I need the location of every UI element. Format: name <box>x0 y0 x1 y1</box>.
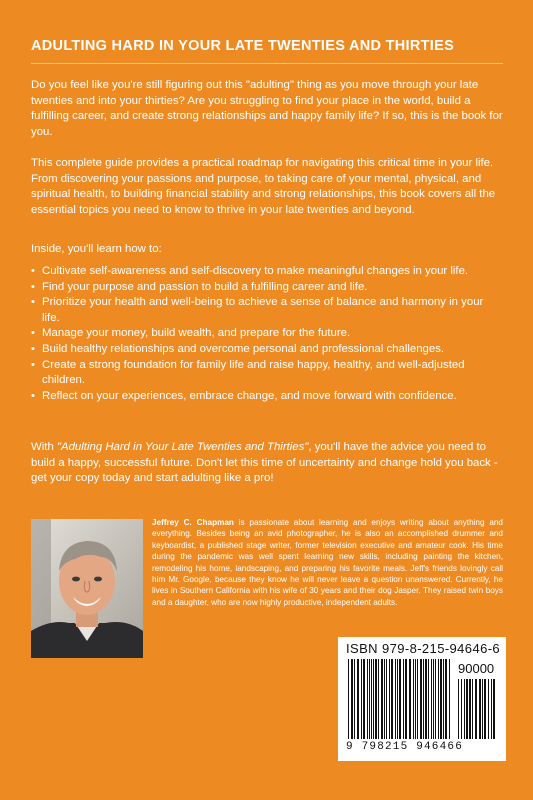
title-divider <box>31 63 503 64</box>
addon-bar <box>461 679 462 739</box>
barcode-bar <box>389 659 390 739</box>
barcode-bar <box>357 659 359 739</box>
barcode-bar <box>423 659 424 739</box>
addon-bar <box>464 679 465 739</box>
addon-bar <box>482 679 483 739</box>
barcode-bar <box>425 659 427 739</box>
bullet-icon: • <box>31 265 35 277</box>
barcode-bar <box>384 659 385 739</box>
book-title-mention: "Adulting Hard in Your Late Twenties and Thirties" <box>56 441 309 453</box>
barcode-bar <box>449 659 450 739</box>
barcode-bar <box>375 659 377 739</box>
list-item: • Reflect on your experiences, embrace change, and move forward with confidence. <box>31 389 503 405</box>
list-item: • Build healthy relationships and overcome personal and professional challenges. <box>31 342 503 358</box>
isbn-barcode <box>338 637 506 761</box>
addon-bar <box>479 679 481 739</box>
bullet-icon: • <box>31 342 35 355</box>
barcode-bar <box>399 659 401 739</box>
barcode-bar <box>386 659 387 739</box>
barcode-bar <box>413 659 414 739</box>
barcode-bar <box>373 659 374 739</box>
guide-paragraph: This complete guide provides a practical roadmap for navigating this critical time in your life. From discovering your passions and purpose, to taking care of your mental, physical, and spiritual health, to building financial stability and strong relationships, this book covers all the essential topics you need to know to thrive in your late twenties and beyond. <box>31 157 496 216</box>
addon-bar <box>493 679 495 739</box>
list-item: • Create a strong foundation for family life and raise happy, healthy, and well-adjusted children. <box>31 358 465 387</box>
barcode-bar <box>433 659 434 739</box>
addon-bar <box>484 679 486 739</box>
barcode-bar <box>378 659 379 739</box>
barcode-bar <box>369 659 370 739</box>
bullet-icon: • <box>31 389 35 402</box>
intro-paragraph: Do you feel like you're still figuring out this "adulting" thing as you move through your late twenties and into your thirties? Are you struggling to find your place in the world, build a fulfilling career, and create strong relationships and happy family life? If so, this is the book for you. <box>31 79 503 138</box>
learn-list <box>31 264 503 404</box>
addon-bar <box>475 679 477 739</box>
barcode-bar <box>445 659 447 739</box>
bullet-icon: • <box>31 296 35 309</box>
barcode-bar <box>428 659 429 739</box>
addon-bar <box>491 679 492 739</box>
author-photo <box>31 519 143 658</box>
author-portrait-icon <box>31 519 143 658</box>
addon-bar <box>466 679 468 739</box>
list-item: • Prioritize your health and well-being to achieve a sense of balance and harmony in your life. <box>31 296 484 324</box>
barcode-bar <box>420 659 422 739</box>
barcode-bar <box>348 659 349 739</box>
barcode-bar <box>403 659 404 739</box>
cover-title: ADULTING HARD IN YOUR LATE TWENTIES AND THIRTIES <box>31 38 455 54</box>
author-name: Jeffrey C. Chapman <box>152 518 234 527</box>
barcode-bar <box>417 659 418 739</box>
bullet-icon: • <box>31 327 35 340</box>
barcode-bar <box>443 659 444 739</box>
price-code: 90000 <box>458 661 495 676</box>
bullet-icon: • <box>31 280 35 293</box>
barcode-bar <box>415 659 416 739</box>
bullet-icon: • <box>31 358 35 371</box>
closing-paragraph: With "Adulting Hard in Your Late Twenties and Thirties", you'll have the advice you need to build a happy, successful future. Don't let this time of uncertainty and change hold you back - get your copy today and start adulting like a pro! <box>31 441 498 485</box>
author-bio: Jeffrey C. Chapman is passionate about learning and enjoys writing about anything and everything. Besides being an avid photographer, he is also an accomplished drummer and keyboardist, a published stage writer, former television executive and amateur cook. His time during the pandemic was well spent learning new skills, including painting the kitchen, remodeling his home, landscaping, and preparing his favorite meals. Jeff's friends lovingly call him Mr. Google, because they know he will never leave a question unanswered. Currently, he lives in Southern California with his wife of 30 years and their dog Jasper. They raised twin boys and a daughter, who are now highly productive, independent adults. <box>152 518 503 607</box>
barcode-bar <box>354 659 355 739</box>
barcode-bar <box>367 659 368 739</box>
list-item: • Cultivate self-awareness and self-discovery to make meaningful changes in your life. <box>31 264 503 280</box>
inside-paragraph: Inside, you'll learn how to: <box>31 243 162 255</box>
barcode-bars-icon <box>346 659 498 739</box>
barcode-bar <box>361 659 362 739</box>
barcode-bar <box>409 659 411 739</box>
barcode-bar <box>438 659 439 739</box>
barcode-bar <box>431 659 432 739</box>
isbn-label: ISBN 979-8-215-94646-6 <box>346 641 501 656</box>
addon-bar <box>469 679 471 739</box>
barcode-bar <box>391 659 393 739</box>
barcode-bar <box>363 659 365 739</box>
barcode-bar <box>351 659 353 739</box>
barcode-bar <box>371 659 372 739</box>
barcode-bar <box>440 659 442 739</box>
barcode-bar <box>381 659 383 739</box>
barcode-bar <box>435 659 436 739</box>
addon-bar <box>488 679 489 739</box>
addon-bar <box>458 679 459 739</box>
list-item: • Find your purpose and passion to build a fulfilling career and life. <box>31 280 503 296</box>
list-item: • Manage your money, build wealth, and prepare for the future. <box>31 326 503 342</box>
barcode-digits: 9 798215 946466 <box>346 741 464 753</box>
addon-bar <box>472 679 473 739</box>
barcode-bar <box>405 659 407 739</box>
barcode-bar <box>397 659 398 739</box>
barcode-bar <box>395 659 396 739</box>
